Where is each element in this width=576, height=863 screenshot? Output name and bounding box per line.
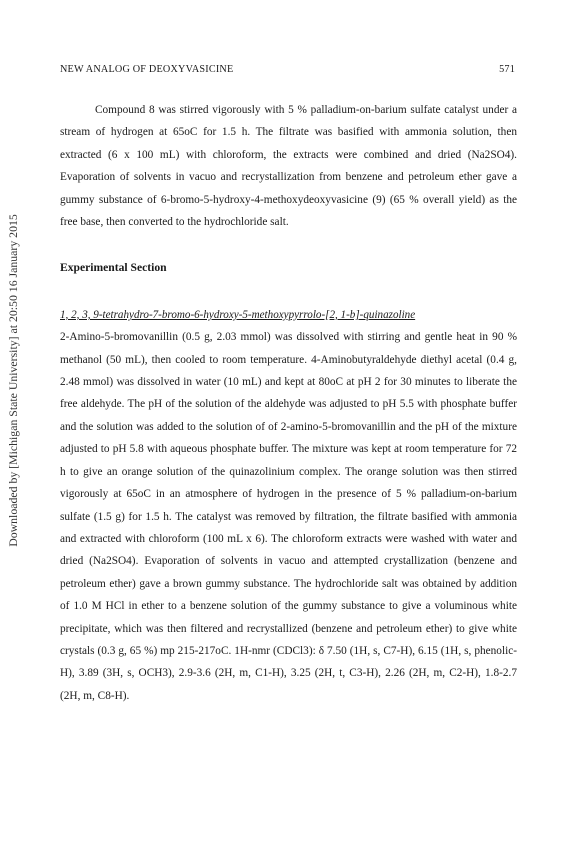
page-number: 571 [499, 64, 515, 75]
page-header [60, 64, 515, 75]
paragraph-1: Compound 8 was stirred vigorously with 5 % palladium-on-barium sulfate catalyst under a stream of hydrogen at 65oC for 1.5 h. The filtrate was basified with ammonia solution, then extracted (6 x 100 mL) with chloroform, the extracts were combined and dried (Na2SO4). Evaporation of solvents in vacuo and recrystallization from benzene and petroleum ether gave a gummy substance of 6-bromo-5-hydroxy-4-methoxydeoxyvasicine (9) (65 % overall yield) as the free base, then converted to the hydrochloride salt. [60, 104, 517, 229]
download-watermark [2, 120, 24, 640]
compound-title: 1, 2, 3, 9-tetrahydro-7-bromo-6-hydroxy-5-methoxypyrrolo-[2, 1-b]-quinazoline [60, 308, 416, 321]
running-title: NEW ANALOG OF DEOXYVASICINE [60, 64, 234, 75]
section-heading: Experimental Section [60, 261, 167, 275]
page-body [60, 99, 517, 707]
paragraph-2: 2-Amino-5-bromovanillin (0.5 g, 2.03 mmol) was dissolved with stirring and gentle heat in 90 % methanol (50 mL), then cooled to room temperature. 4-Aminobutyraldehyde diethyl acetal (0.4 g, 2.48 mmol) was dissolved in water (10 mL) and kept at 80oC at pH 2 for 30 minutes to liberate the free aldehyde. The pH of the solution of the aldehyde was adjusted to pH 5.5 with phosphate buffer and the solution was added to the solution of of 2-amino-5-bromovanillin and the pH of the mixture adjusted to pH 5.8 with aqueous phosphate buffer. The mixture was kept at room temperature for 72 h to give an orange solution of the quinazolinium complex. The orange solution was then stirred vigorously at 65oC in an atmosphere of hydrogen in the presence of 5 % palladium-on-barium sulfate (1.5 g) for 1.5 h. The catalyst was removed by filtration, the filtrate basified with ammonia and extracted with chloroform (100 mL x 6). The chloroform extracts were washed with water and dried (Na2SO4). Evaporation of solvents in vacuo and attempted crystallization (benzene and petroleum ether) gave a brown gummy substance. The hydrochloride salt was obtained by addition of 1.0 M HCl in ether to a benzene solution of the gummy substance to give a voluminous white precipitate, which was then filtered and recrystallized (benzene and petroleum ether) to give white crystals (0.3 g, 65 %) mp 215-217oC. 1H-nmr (CDCl3): δ 7.50 (1H, s, C7-H), 6.15 (1H, s, phenolic-H), 3.89 (3H, s, OCH3), 2.9-3.6 (2H, m, C1-H), 3.25 (2H, t, C3-H), 2.26 (2H, m, C2-H), 1.8-2.7 (2H, m, C8-H). [60, 331, 517, 702]
download-note: Downloaded by [Michigan State University] at 20:50 16 January 2015 [5, 213, 20, 547]
